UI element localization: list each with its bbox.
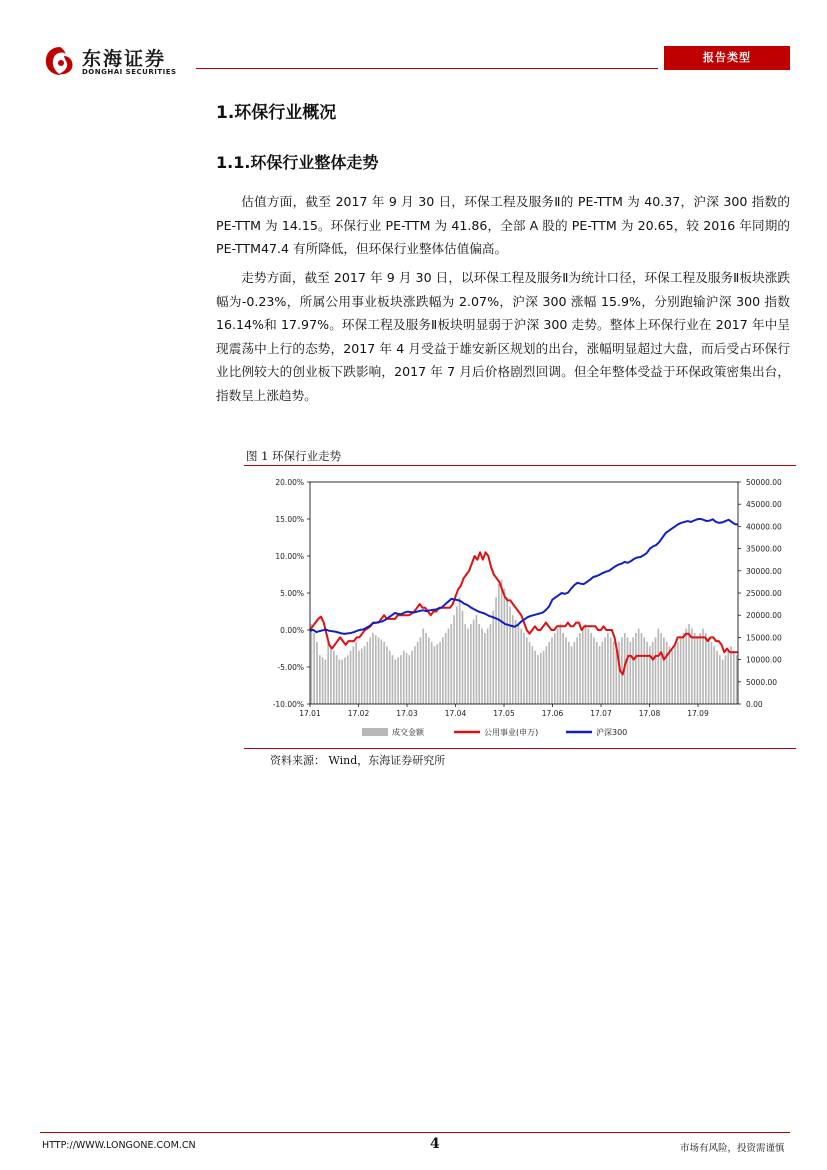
volume-bar [378, 637, 380, 704]
volume-bar [403, 651, 405, 704]
y-right-tick-label: 30000.00 [746, 566, 782, 576]
x-tick-label: 17.02 [347, 709, 370, 718]
y-right-tick-label: 45000.00 [746, 500, 782, 510]
volume-bar [652, 642, 654, 704]
volume-bar [361, 649, 363, 705]
y-left-tick-label: 10.00% [275, 552, 304, 561]
volume-bar [467, 629, 469, 704]
volume-bar [369, 637, 371, 704]
volume-bar [420, 637, 422, 704]
volume-bar [730, 646, 732, 704]
volume-bar [470, 624, 472, 704]
x-tick-label: 17.09 [687, 709, 709, 718]
volume-bar [582, 629, 584, 704]
volume-bar [610, 637, 612, 704]
volume-bar [719, 655, 721, 704]
y-left-tick-label: -10.00% [272, 700, 304, 709]
volume-bar [436, 644, 438, 704]
volume-bar [506, 597, 508, 704]
volume-bar [336, 655, 338, 704]
volume-bar [333, 651, 335, 704]
logo [42, 42, 197, 82]
volume-bar [408, 655, 410, 704]
x-tick-label: 17.07 [590, 709, 612, 718]
y-right-tick-label: 35000.00 [746, 544, 782, 554]
volume-bar [347, 655, 349, 704]
volume-bar [327, 642, 329, 704]
volume-bar [627, 637, 629, 704]
y-left-tick-label: 20.00% [275, 478, 304, 487]
volume-bar [560, 624, 562, 704]
volume-bar [322, 657, 324, 704]
volume-bar [386, 646, 388, 704]
volume-bar [574, 642, 576, 704]
volume-bar [448, 629, 450, 704]
volume-bar [638, 629, 640, 704]
volume-bar [677, 642, 679, 704]
volume-bar [576, 637, 578, 704]
chart-bottom-rule [244, 748, 796, 749]
volume-bar [551, 637, 553, 704]
volume-bar [383, 642, 385, 704]
volume-bar [722, 660, 724, 704]
volume-bar [674, 646, 676, 704]
x-tick-label: 17.05 [493, 709, 515, 718]
volume-bar [490, 624, 492, 704]
y-right-tick-label: 20000.00 [746, 611, 782, 621]
volume-bar [629, 642, 631, 704]
volume-bar [599, 646, 601, 704]
volume-bar [697, 637, 699, 704]
volume-bar [725, 655, 727, 704]
trend-chart [244, 466, 796, 748]
volume-bar [590, 633, 592, 704]
volume-bar [325, 660, 327, 704]
logo-en: DONGHAI SECURITIES [82, 68, 177, 76]
volume-bar [344, 657, 346, 704]
volume-bar [422, 629, 424, 704]
volume-bar [618, 642, 620, 704]
volume-bar [434, 646, 436, 704]
volume-bar [666, 642, 668, 704]
volume-bar [529, 642, 531, 704]
volume-bar [487, 629, 489, 704]
volume-bar [694, 633, 696, 704]
figure-caption: 图 1 环保行业走势 [246, 449, 342, 463]
volume-bar [392, 655, 394, 704]
volume-bar [450, 624, 452, 704]
y-right-tick-label: 10000.00 [746, 655, 782, 665]
volume-bar [330, 646, 332, 704]
volume-bar [431, 642, 433, 704]
volume-bar [504, 589, 506, 704]
volume-bar [708, 637, 710, 704]
volume-bar [509, 606, 511, 704]
volume-bar [353, 646, 355, 704]
volume-bar [400, 655, 402, 704]
volume-bar [713, 646, 715, 704]
subsection-title: 1.1.环保行业整体走势 [216, 153, 379, 172]
volume-bar [495, 597, 497, 704]
volume-bar [585, 624, 587, 704]
volume-bar [523, 633, 525, 704]
volume-bar [663, 637, 665, 704]
volume-bar [358, 651, 360, 704]
volume-bar [565, 637, 567, 704]
header-rule [196, 68, 658, 69]
volume-bar [520, 629, 522, 704]
y-left-tick-label: 0.00% [280, 626, 304, 635]
volume-bar [484, 633, 486, 704]
legend-utilities-label: 公用事业(申万) [484, 728, 539, 737]
x-tick-label: 17.04 [444, 709, 467, 718]
volume-bar [473, 620, 475, 704]
volume-bar [492, 611, 494, 704]
volume-bar [596, 642, 598, 704]
volume-bar [641, 633, 643, 704]
volume-bar [632, 637, 634, 704]
legend-volume-label: 成交金额 [392, 728, 424, 737]
volume-bar [601, 642, 603, 704]
volume-bar [319, 655, 321, 704]
volume-bar [705, 633, 707, 704]
paragraph-valuation: 估值方面，截至 2017 年 9 月 30 日，环保工程及服务Ⅱ的 PE-TTM 为 40.37，沪深 300 指数的 PE-TTM 为 14.15。环保行业 PE-TTM 为 41.86，全部 A 股的 PE-TTM 为 20.65，较 2016 年同期的 PE-TTM47.4 有所降低，但环保行业整体估值偏高。 [216, 194, 790, 256]
y-right-tick-label: 25000.00 [746, 589, 782, 598]
x-tick-label: 17.06 [541, 709, 564, 718]
volume-bar [646, 642, 648, 704]
volume-bar [364, 646, 366, 704]
volume-bar [568, 642, 570, 704]
y-right-tick-label: 5000.00 [746, 677, 778, 687]
volume-bar [557, 629, 559, 704]
volume-bar [462, 611, 464, 704]
volume-bar [669, 646, 671, 704]
y-right-tick-label: 0.00 [746, 700, 763, 709]
footer-url[interactable]: HTTP://WWW.LONGONE.COM.CN [42, 1140, 196, 1151]
volume-bar [526, 637, 528, 704]
volume-bar [341, 660, 343, 704]
volume-bar [548, 642, 550, 704]
volume-bar [414, 646, 416, 704]
y-right-tick-label: 15000.00 [746, 633, 782, 643]
volume-bar [397, 657, 399, 704]
volume-bar [579, 633, 581, 704]
volume-bar [621, 637, 623, 704]
volume-bar [683, 633, 685, 704]
volume-bar [532, 646, 534, 704]
volume-bar [394, 660, 396, 704]
volume-bar [406, 653, 408, 704]
volume-bar [411, 651, 413, 704]
volume-bar [445, 633, 447, 704]
volume-bar [685, 629, 687, 704]
volume-bar [512, 615, 514, 704]
volume-bar [716, 651, 718, 704]
volume-bar [498, 584, 500, 704]
section-title: 1.环保行业概况 [216, 103, 337, 123]
logo-cn: 东海证券 [82, 48, 167, 70]
footer-disclaimer: 市场有风险，投资需谨慎 [680, 1143, 785, 1154]
volume-bar [635, 633, 637, 704]
y-right-tick-label: 50000.00 [746, 478, 782, 487]
volume-bar [478, 624, 480, 704]
volume-bar [540, 653, 542, 704]
y-left-tick-label: -5.00% [277, 663, 304, 672]
volume-bar [657, 629, 659, 704]
volume-bar [313, 633, 315, 704]
x-tick-label: 17.08 [638, 709, 661, 718]
volume-bar [613, 642, 615, 704]
volume-bar [660, 633, 662, 704]
volume-bar [372, 633, 374, 704]
volume-bar [380, 640, 382, 704]
volume-bar [733, 651, 735, 704]
volume-bar [546, 646, 548, 704]
y-right-tick-label: 40000.00 [746, 522, 782, 532]
volume-bar [607, 633, 609, 704]
logo-emblem-icon [42, 44, 78, 78]
x-tick-label: 17.03 [396, 709, 418, 718]
volume-bar [588, 629, 590, 704]
volume-bar [727, 651, 729, 704]
page-number: 4 [430, 1136, 440, 1152]
volume-bar [350, 651, 352, 704]
volume-bar [316, 642, 318, 704]
volume-bar [518, 624, 520, 704]
volume-bar [442, 637, 444, 704]
footer-rule [40, 1132, 790, 1133]
volume-bar [367, 642, 369, 704]
volume-bar [699, 633, 701, 704]
volume-bar [375, 635, 377, 704]
volume-bar [554, 633, 556, 704]
volume-bar [643, 637, 645, 704]
volume-bar [680, 637, 682, 704]
volume-bar [417, 642, 419, 704]
volume-bar [534, 651, 536, 704]
volume-bar [562, 633, 564, 704]
y-left-tick-label: 5.00% [280, 589, 304, 598]
volume-bar [311, 624, 313, 704]
volume-bar [671, 651, 673, 704]
hs300-line [310, 519, 738, 634]
report-type-badge: 报告类型 [664, 46, 790, 70]
volume-bar [464, 624, 466, 704]
x-tick-label: 17.01 [299, 709, 321, 718]
volume-bar [439, 642, 441, 704]
volume-bar [515, 620, 517, 704]
volume-bar [691, 629, 693, 704]
volume-bar [459, 597, 461, 704]
volume-bar [604, 637, 606, 704]
volume-bar [355, 642, 357, 704]
volume-bar [339, 660, 341, 704]
volume-bar [736, 655, 738, 704]
y-left-tick-label: 15.00% [275, 515, 304, 524]
volume-bar [389, 651, 391, 704]
volume-bar [456, 606, 458, 704]
volume-bar [425, 633, 427, 704]
volume-bar [501, 580, 503, 704]
volume-bar [655, 637, 657, 704]
volume-bar [571, 646, 573, 704]
figure-source: 资料来源： Wind，东海证券研究所 [270, 754, 446, 767]
volume-bar [428, 637, 430, 704]
legend-hs300-label: 沪深300 [596, 728, 628, 737]
volume-bar [711, 642, 713, 704]
volume-bar [543, 651, 545, 704]
volume-bar [476, 615, 478, 704]
volume-bar [453, 615, 455, 704]
paragraph-trend: 走势方面，截至 2017 年 9 月 30 日，以环保工程及服务Ⅱ为统计口径，环保工程及服务Ⅱ板块涨跌幅为-0.23%，所属公用事业板块涨跌幅为 2.07%，沪深 300 涨幅 15.9%，分别跑输沪深 300 指数 16.14%和 17.97%。环保工程及服务Ⅱ板块明显弱于沪深 300 走势。整体上环保行业在 2017 年中呈现震荡中上行的态势，2017 年 4 月受益于雄安新区规划的出台，涨幅明显超过大盘，而后受占环保行业比例较大的创业板下跌影响，2017 年 7 月后价格剧烈回调。但全年整体受益于环保政策密集出台，指数呈上涨趋势。 [216, 270, 790, 403]
legend-volume-swatch [362, 728, 388, 736]
volume-bar [702, 629, 704, 704]
volume-bar [593, 637, 595, 704]
volume-bar [481, 629, 483, 704]
volume-bar [537, 655, 539, 704]
